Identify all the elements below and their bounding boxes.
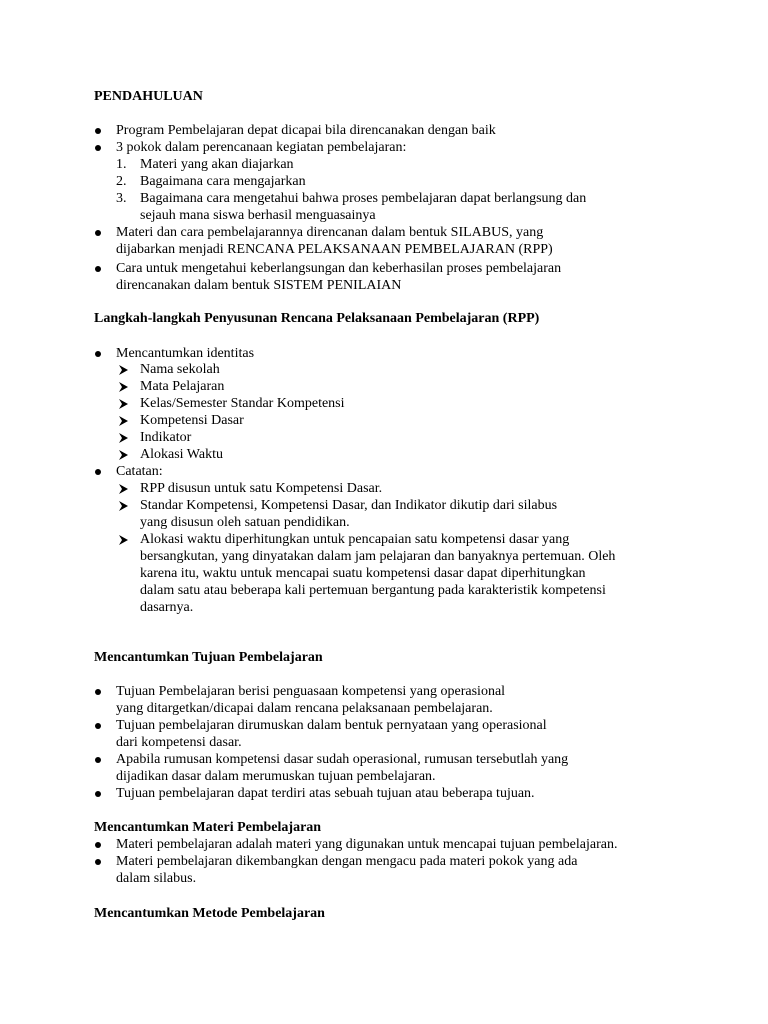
intro-bullet-4-line1: Cara untuk mengetahui keberlangsungan dan keberhasilan proses pembelajaran (116, 261, 562, 276)
intro-bullet-4-line2: direncanakan dalam bentuk SISTEM PENILAIAN (116, 278, 402, 293)
bullet-dot (95, 859, 101, 865)
bullet-dot (95, 230, 101, 236)
arrow-bullet-icon (118, 364, 130, 376)
intro-numbered-3-line2: sejauh mana siswa berhasil menguasainya (140, 208, 376, 223)
tujuan-bullet-3-line2: dijadikan dasar dalam merumuskan tujuan pembelajaran. (116, 769, 436, 784)
intro-bullet-2: 3 pokok dalam perencanaan kegiatan pembelajaran: (116, 140, 407, 155)
arrow-bullet-icon (118, 381, 130, 393)
bullet-dot (95, 842, 101, 848)
section-heading-tujuan: Mencantumkan Tujuan Pembelajaran (94, 650, 323, 665)
arrow-bullet-icon (118, 432, 130, 444)
bullet-dot (95, 757, 101, 763)
list-number: 2. (116, 174, 127, 189)
rpp-identitas-item: Nama sekolah (140, 362, 220, 377)
section-heading-metode: Mencantumkan Metode Pembelajaran (94, 906, 325, 921)
rpp-identitas-item: Mata Pelajaran (140, 379, 225, 394)
section-heading-pendahuluan: PENDAHULUAN (94, 89, 203, 104)
bullet-dot (95, 723, 101, 729)
arrow-bullet-icon (118, 415, 130, 427)
rpp-identitas-item: Kompetensi Dasar (140, 413, 244, 428)
tujuan-bullet-2-line2: dari kompetensi dasar. (116, 735, 242, 750)
tujuan-bullet-1-line2: yang ditargetkan/dicapai dalam rencana pelaksanaan pembelajaran. (116, 701, 493, 716)
rpp-catatan-item-2-line2: yang disusun oleh satuan pendidikan. (140, 515, 350, 530)
rpp-identitas-item: Alokasi Waktu (140, 447, 223, 462)
rpp-bullet-catatan: Catatan: (116, 464, 163, 479)
intro-bullet-3-line1: Materi dan cara pembelajarannya direncanan dalam bentuk SILABUS, yang (116, 225, 544, 240)
arrow-bullet-icon (118, 449, 130, 461)
section-heading-materi: Mencantumkan Materi Pembelajaran (94, 820, 322, 835)
rpp-catatan-item-3-line5: dasarnya. (140, 600, 194, 615)
arrow-bullet-icon (118, 398, 130, 410)
tujuan-bullet-3-line1: Apabila rumusan kompetensi dasar sudah operasional, rumusan tersebutlah yang (116, 752, 569, 767)
rpp-identitas-item: Indikator (140, 430, 192, 445)
rpp-catatan-item-1: RPP disusun untuk satu Kompetensi Dasar. (140, 481, 383, 496)
materi-bullet-2-line2: dalam silabus. (116, 871, 197, 886)
intro-bullet-1: Program Pembelajaran depat dicapai bila direncanakan dengan baik (116, 123, 496, 138)
list-number: 1. (116, 157, 127, 172)
rpp-catatan-item-3-line2: bersangkutan, yang dinyatakan dalam jam pelajaran dan banyaknya pertemuan. Oleh (140, 549, 616, 564)
rpp-catatan-item-3-line4: dalam satu atau beberapa kali pertemuan bergantung pada karakteristik kompetensi (140, 583, 606, 598)
intro-numbered-2: Bagaimana cara mengajarkan (140, 174, 306, 189)
rpp-catatan-item-2-line1: Standar Kompetensi, Kompetensi Dasar, dan Indikator dikutip dari silabus (140, 498, 558, 513)
materi-bullet-2-line1: Materi pembelajaran dikembangkan dengan mengacu pada materi pokok yang ada (116, 854, 578, 869)
section-heading-rpp: Langkah-langkah Penyusunan Rencana Pelaksanaan Pembelajaran (RPP) (94, 311, 540, 326)
rpp-identitas-item: Kelas/Semester Standar Kompetensi (140, 396, 345, 411)
arrow-bullet-icon (118, 534, 130, 546)
rpp-catatan-item-3-line3: karena itu, waktu untuk mencapai suatu kompetensi dasar dapat diperhitungkan (140, 566, 586, 581)
bullet-dot (95, 469, 101, 475)
bullet-dot (95, 266, 101, 272)
bullet-dot (95, 128, 101, 134)
tujuan-bullet-4: Tujuan pembelajaran dapat terdiri atas sebuah tujuan atau beberapa tujuan. (116, 786, 535, 801)
bullet-dot (95, 145, 101, 151)
intro-numbered-3-line1: Bagaimana cara mengetahui bahwa proses pembelajaran dapat berlangsung dan (140, 191, 587, 206)
bullet-dot (95, 351, 101, 357)
tujuan-bullet-1-line1: Tujuan Pembelajaran berisi penguasaan kompetensi yang operasional (116, 684, 506, 699)
bullet-dot (95, 791, 101, 797)
list-number: 3. (116, 191, 127, 206)
intro-numbered-1: Materi yang akan diajarkan (140, 157, 294, 172)
tujuan-bullet-2-line1: Tujuan pembelajaran dirumuskan dalam bentuk pernyataan yang operasional (116, 718, 547, 733)
rpp-bullet-identitas: Mencantumkan identitas (116, 346, 255, 361)
bullet-dot (95, 689, 101, 695)
intro-bullet-3-line2: dijabarkan menjadi RENCANA PELAKSANAAN PEMBELAJARAN (RPP) (116, 242, 553, 257)
arrow-bullet-icon (118, 500, 130, 512)
arrow-bullet-icon (118, 483, 130, 495)
rpp-catatan-item-3-line1: Alokasi waktu diperhitungkan untuk pencapaian satu kompetensi dasar yang (140, 532, 570, 547)
materi-bullet-1: Materi pembelajaran adalah materi yang digunakan untuk mencapai tujuan pembelajaran. (116, 837, 618, 852)
